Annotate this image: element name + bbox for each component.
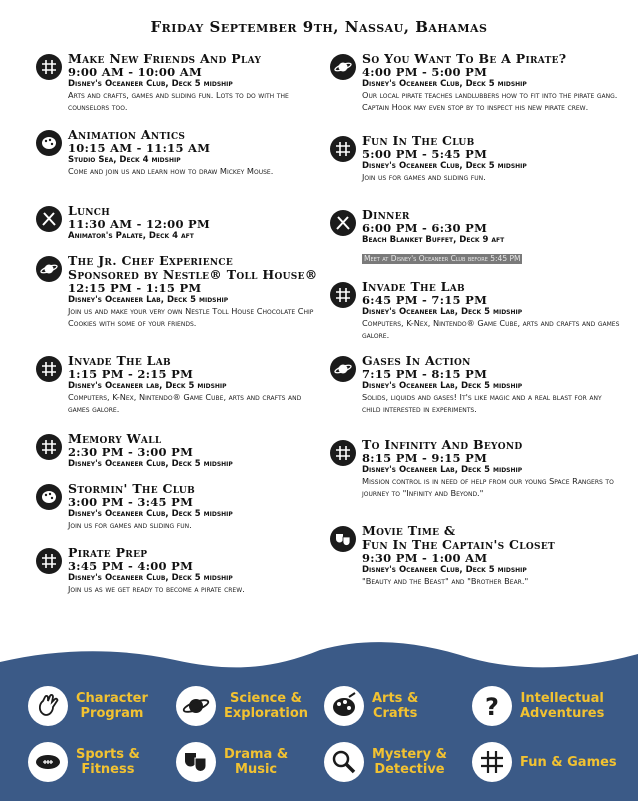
event-title: Stormin' The Club xyxy=(68,481,195,496)
event-description: Join us as we get ready to become a pirate crew. xyxy=(68,584,245,594)
event-subtitle: Fun In The Captain's Closet xyxy=(362,537,556,552)
event-title: Invade The Lab xyxy=(68,353,171,368)
event-item xyxy=(36,128,314,178)
event-location: Beach Blanket Buffet, Deck 9 aft xyxy=(362,235,505,245)
event-time: 11:30 AM - 12:00 PM xyxy=(68,217,211,231)
event-location: Disney's Oceaneer Club, Deck 5 midship xyxy=(362,161,527,171)
event-title: Memory Wall xyxy=(68,431,162,446)
fork-knife-icon xyxy=(36,206,62,232)
page-title: Friday September 9th, Nassau, Bahamas xyxy=(150,18,488,36)
event-location: Disney's Oceaneer Lab, Deck 5 midship xyxy=(362,465,523,475)
event-item xyxy=(36,354,314,415)
legend-label: Fun & Games xyxy=(520,754,617,770)
event-time: 8:15 PM - 9:15 PM xyxy=(362,451,488,465)
planet-icon xyxy=(176,686,216,726)
event-description: Join us and make your very own Nestle Toll House Chocolate Chip Cookies with some of your friends. xyxy=(68,306,314,328)
event-item xyxy=(330,208,620,265)
tic-tac-toe-icon xyxy=(330,136,356,162)
magnifying-glass-icon xyxy=(324,742,364,782)
event-item xyxy=(330,134,620,184)
event-description: Solids, liquids and gases! It's like magic and a real blast for any child interested in experiments. xyxy=(362,392,602,414)
event-time: 7:15 PM - 8:15 PM xyxy=(362,367,488,381)
legend-item xyxy=(472,686,604,726)
tic-tac-toe-icon xyxy=(330,282,356,308)
event-item xyxy=(36,546,314,596)
event-location: Disney's Oceaneer Club, Deck 5 midship xyxy=(68,79,233,89)
legend-label: Science & xyxy=(230,691,302,706)
question-mark-icon xyxy=(472,686,512,726)
tic-tac-toe-icon xyxy=(330,440,356,466)
event-item xyxy=(36,253,318,329)
legend-label: Mystery & xyxy=(372,747,447,762)
event-subtitle: Sponsored by Nestle® Toll House® xyxy=(68,267,318,282)
planet-icon xyxy=(330,356,356,382)
event-description: Join us for games and sliding fun. xyxy=(362,172,486,182)
event-item xyxy=(330,438,620,499)
event-time: 4:00 PM - 5:00 PM xyxy=(362,65,488,79)
event-item xyxy=(36,482,314,532)
activity-legend xyxy=(0,640,638,801)
event-time: 3:45 PM - 4:00 PM xyxy=(68,559,194,573)
event-description: Computers, K-Nex, Nintendo® Game Cube, arts and crafts and games galore. xyxy=(362,318,620,340)
event-time: 1:15 PM - 2:15 PM xyxy=(68,367,194,381)
event-location: Disney's Oceaneer Club, Deck 5 midship xyxy=(362,79,527,89)
legend-item xyxy=(472,742,617,782)
event-description: Arts and crafts, games and sliding fun. Lots to do with the counselors too. xyxy=(68,90,289,112)
event-item xyxy=(330,524,620,588)
event-description: Come and join us and learn how to draw Mickey Mouse. xyxy=(68,166,274,176)
legend-item xyxy=(28,742,140,782)
drama-masks-icon xyxy=(330,526,356,552)
legend-item xyxy=(28,686,148,726)
legend-item xyxy=(176,686,308,726)
drama-masks-icon xyxy=(176,742,216,782)
event-description: Computers, K-Nex, Nintendo® Game Cube, arts and crafts and games galore. xyxy=(68,392,302,414)
event-time: 6:00 PM - 6:30 PM xyxy=(362,221,488,235)
event-time: 9:00 AM - 10:00 AM xyxy=(68,65,202,79)
legend-label: Crafts xyxy=(372,706,418,721)
event-description: Mission control is in need of help from our young Space Rangers to journey to "Infinity and Beyond." xyxy=(362,476,614,498)
event-location: Disney's Oceaneer Lab, Deck 5 midship xyxy=(362,307,523,317)
event-item xyxy=(36,204,314,242)
event-title: The Jr. Chef Experience xyxy=(68,253,234,268)
event-time: 10:15 AM - 11:15 AM xyxy=(68,141,211,155)
event-item xyxy=(36,52,314,113)
event-time: 6:45 PM - 7:15 PM xyxy=(362,293,488,307)
event-location: Disney's Oceaneer Club, Deck 5 midship xyxy=(362,565,527,575)
legend-label: Drama & xyxy=(224,747,289,762)
legend-label: Fitness xyxy=(81,762,135,777)
event-location: Disney's Oceaneer Lab, Deck 5 midship xyxy=(68,295,229,305)
paint-palette-icon xyxy=(36,130,62,156)
meeting-note: Meet at Disney's Oceaneer Club before 5:45 PM xyxy=(364,254,521,263)
event-time: 2:30 PM - 3:00 PM xyxy=(68,445,194,459)
event-title: Invade The Lab xyxy=(362,279,465,294)
svg-text:?: ? xyxy=(485,693,499,721)
event-title: Lunch xyxy=(68,203,111,218)
event-item xyxy=(330,280,620,341)
event-time: 3:00 PM - 3:45 PM xyxy=(68,495,194,509)
paint-palette-icon xyxy=(36,484,62,510)
event-title: To Infinity And Beyond xyxy=(362,437,523,452)
event-location: Disney's Oceaneer lab, Deck 5 midship xyxy=(68,381,227,391)
legend-label: Music xyxy=(235,762,278,777)
legend-label: Arts & xyxy=(372,691,419,706)
event-item xyxy=(330,354,620,415)
planet-icon xyxy=(330,54,356,80)
event-location: Disney's Oceaneer Lab, Deck 5 midship xyxy=(362,381,523,391)
event-time: 5:00 PM - 5:45 PM xyxy=(362,147,488,161)
legend-item xyxy=(176,742,288,782)
legend-label: Exploration xyxy=(224,706,308,721)
legend-item xyxy=(324,742,447,782)
event-title: Dinner xyxy=(362,207,410,222)
football-icon xyxy=(28,742,68,782)
event-title: Fun In The Club xyxy=(362,133,475,148)
event-location: Studio Sea, Deck 4 midship xyxy=(68,155,181,165)
legend-label: Detective xyxy=(374,762,445,777)
event-location: Disney's Oceaneer Club, Deck 5 midship xyxy=(68,509,233,519)
legend-item xyxy=(324,686,418,726)
tic-tac-toe-icon xyxy=(36,54,62,80)
event-title: Animation Antics xyxy=(68,127,186,142)
event-location: Animator's Palate, Deck 4 aft xyxy=(68,231,194,241)
legend-label: Program xyxy=(80,706,144,721)
tic-tac-toe-icon xyxy=(36,434,62,460)
event-title: Make New Friends And Play xyxy=(68,51,262,66)
event-title: Movie Time & xyxy=(362,523,456,538)
event-description: Our local pirate teaches landlubbers how to fit into the pirate gang. Captain Hook may even stop by to inspect his new pirate crew. xyxy=(362,90,618,112)
event-item xyxy=(330,52,620,113)
event-time: 9:30 PM - 1:00 AM xyxy=(362,551,488,565)
event-title: Gases In Action xyxy=(362,353,471,368)
mickey-glove-icon xyxy=(28,686,68,726)
event-time: 12:15 PM - 1:15 PM xyxy=(68,281,202,295)
legend-label: Sports & xyxy=(76,747,140,762)
event-description: Join us for games and sliding fun. xyxy=(68,520,192,530)
planet-icon xyxy=(36,256,62,282)
event-title: So You Want To Be A Pirate? xyxy=(362,51,567,66)
tic-tac-toe-icon xyxy=(36,548,62,574)
legend-label: Adventures xyxy=(520,706,605,721)
tic-tac-toe-icon xyxy=(36,356,62,382)
event-location: Disney's Oceaneer Club, Deck 5 midship xyxy=(68,573,233,583)
tic-tac-toe-icon xyxy=(472,742,512,782)
legend-label: Character xyxy=(76,691,148,706)
paint-palette-icon xyxy=(324,686,364,726)
fork-knife-icon xyxy=(330,210,356,236)
event-location: Disney's Oceaneer Club, Deck 5 midship xyxy=(68,459,233,469)
event-title: Pirate Prep xyxy=(68,545,148,560)
event-item xyxy=(36,432,314,470)
event-description: "Beauty and the Beast" and "Brother Bear." xyxy=(362,576,529,586)
legend-label: Intellectual xyxy=(520,691,604,706)
